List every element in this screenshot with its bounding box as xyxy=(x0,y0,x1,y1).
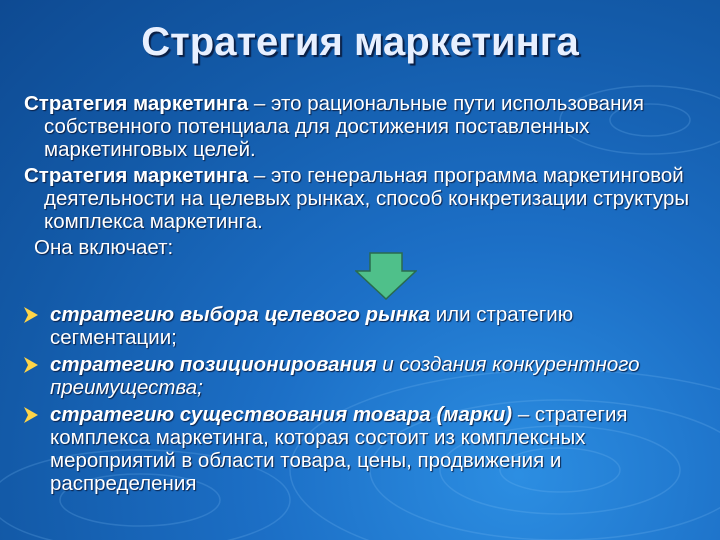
bullet-emphasis: стратегию существования товара (марки) xyxy=(50,403,513,426)
bullet-text: или стратегию сегментации; xyxy=(50,303,574,349)
arrow-bullet-icon xyxy=(24,307,38,323)
list-item xyxy=(24,353,704,399)
arrow-bullet-icon xyxy=(24,357,38,373)
bullet-text: – стратегия комплекса маркетинга, которая состоит из комплексных мероприятий в области товара, цены, продвижения и распределения xyxy=(50,403,628,495)
definition-term: Стратегия маркетинга xyxy=(24,164,249,187)
bullet-emphasis: стратегию выбора целевого рынка xyxy=(50,303,431,326)
definition-term: Стратегия маркетинга xyxy=(24,92,249,115)
list-item xyxy=(24,403,704,495)
definitions-block xyxy=(24,92,704,259)
down-arrow-icon xyxy=(355,252,417,300)
list-item xyxy=(24,303,704,349)
bullet-text: и создания конкурентного преимущества; xyxy=(50,353,640,399)
bullet-emphasis: стратегию позиционирования xyxy=(50,353,377,376)
slide-title: Стратегия маркетинга xyxy=(141,20,579,64)
definition-1 xyxy=(24,92,704,161)
bullet-list xyxy=(24,303,704,499)
arrow-bullet-icon xyxy=(24,407,38,423)
definition-text: – это генеральная программа маркетинговой деятельности на целевых рынках, способ конкретизации структуры комплекса маркетинга. xyxy=(44,164,690,233)
definition-2 xyxy=(24,164,704,233)
definition-text: – это рациональные пути использования собственного потенциала для достижения поставленных маркетинговых целей. xyxy=(44,92,644,161)
intro-text: Она включает: xyxy=(34,236,174,259)
